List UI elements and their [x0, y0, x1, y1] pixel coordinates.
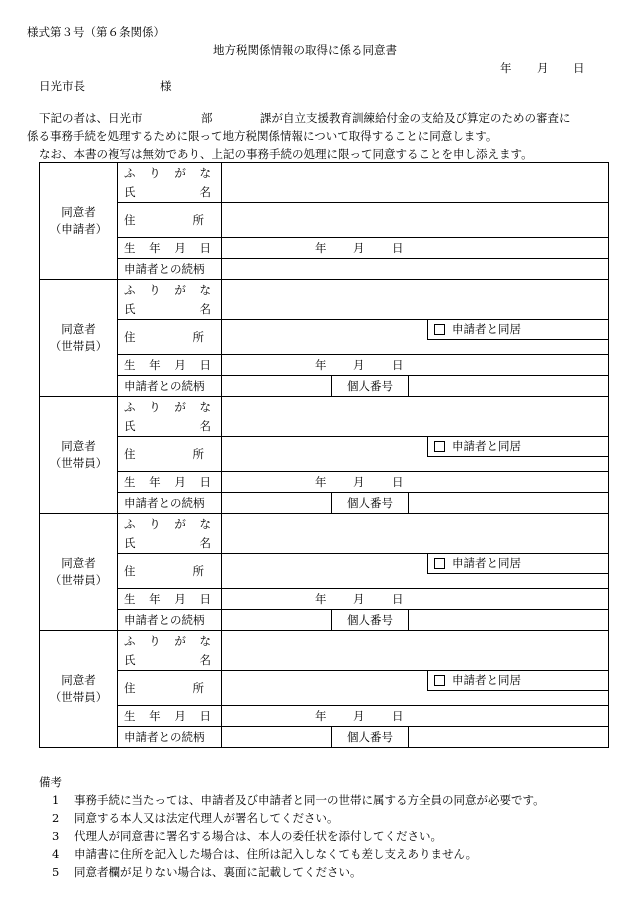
label-char: 氏 [124, 302, 136, 317]
label-char: が [174, 282, 186, 297]
table-row [40, 238, 609, 259]
form-number: 様式第３号（第６条関係） [27, 25, 165, 39]
label-char: ふ [124, 165, 136, 180]
birthdate-label [118, 589, 222, 610]
relation-field[interactable] [222, 727, 332, 748]
label-char: な [199, 399, 211, 414]
name-label [118, 534, 222, 554]
document-title: 地方税関係情報の取得に係る同意書 [213, 43, 397, 57]
birthdate-field[interactable]: 年 月 日 [222, 238, 609, 259]
individual-number-field[interactable] [409, 610, 609, 631]
label-char: 月 [174, 240, 186, 255]
consent-form-table [39, 162, 609, 748]
cohabit-checkbox[interactable] [434, 675, 445, 686]
label-char: 生 [124, 708, 136, 723]
name-field[interactable] [222, 163, 609, 203]
table-row [40, 259, 609, 280]
label-char: 生 [124, 591, 136, 606]
cohabit-checkbox[interactable] [434, 558, 445, 569]
label-char: 月 [174, 591, 186, 606]
label-char: 日 [199, 474, 211, 489]
name-label [118, 651, 222, 671]
birthdate-label [118, 706, 222, 727]
address-field[interactable] [222, 437, 609, 472]
relation-field[interactable] [222, 376, 332, 397]
relation-label: 申請者との続柄 [118, 376, 222, 397]
individual-number-label: 個人番号 [332, 376, 409, 397]
table-row [40, 727, 609, 748]
label-char: 氏 [124, 536, 136, 551]
birthdate-field[interactable]: 年 月 日 [222, 355, 609, 376]
label-char: 名 [199, 185, 211, 200]
label-char: な [199, 633, 211, 648]
remark-item: 2 同意する本人又は法定代理人が署名してください。 [52, 811, 339, 825]
individual-number-label: 個人番号 [332, 610, 409, 631]
label-char: が [174, 516, 186, 531]
furigana-label [118, 280, 222, 301]
cohabit-checkbox[interactable] [434, 324, 445, 335]
address-field[interactable] [222, 320, 609, 355]
relation-field[interactable] [222, 259, 609, 280]
furigana-label [118, 163, 222, 184]
cohabit-option[interactable]: 申請者と同居 [427, 554, 608, 574]
label-char: な [199, 516, 211, 531]
table-row [40, 514, 609, 535]
label-char: ふ [124, 516, 136, 531]
honorific: 様 [160, 79, 172, 93]
label-char: り [149, 516, 161, 531]
consent-text-line1b: 部 [201, 111, 213, 125]
birthdate-field[interactable]: 年 月 日 [222, 472, 609, 493]
remarks-heading: 備考 [39, 775, 62, 789]
consent-text-line2: 係る事務手続を処理するために限って地方税関係情報について取得することに同意します。 [27, 129, 498, 143]
table-row [40, 589, 609, 610]
consenter-group-label: 同意者 （世帯員） [40, 631, 118, 748]
cohabit-option[interactable]: 申請者と同居 [427, 671, 608, 691]
cohabit-option[interactable]: 申請者と同居 [427, 437, 608, 457]
label-char: 氏 [124, 185, 136, 200]
relation-label: 申請者との続柄 [118, 727, 222, 748]
label-char: が [174, 165, 186, 180]
label-char: 名 [199, 302, 211, 317]
label-char: 名 [199, 419, 211, 434]
label-char: 年 [149, 708, 161, 723]
table-row [40, 610, 609, 631]
label-char: が [174, 633, 186, 648]
label-char: 年 [149, 357, 161, 372]
birthdate-label [118, 238, 222, 259]
label-char: ふ [124, 399, 136, 414]
address-label: 住 所 [118, 554, 222, 589]
relation-field[interactable] [222, 610, 332, 631]
consent-text-line3: なお、本書の複写は無効であり、上記の事務手続の処理に限って同意することを申し添えます。 [39, 147, 533, 161]
address-field[interactable] [222, 203, 609, 238]
consenter-group-label: 同意者 （世帯員） [40, 280, 118, 397]
label-char: な [199, 282, 211, 297]
table-row [40, 203, 609, 238]
individual-number-label: 個人番号 [332, 493, 409, 514]
name-label [118, 300, 222, 320]
table-row [40, 163, 609, 184]
table-row [40, 554, 609, 589]
table-row [40, 320, 609, 355]
addressee: 日光市長 [39, 79, 85, 93]
address-label: 住 所 [118, 437, 222, 472]
relation-label: 申請者との続柄 [118, 610, 222, 631]
label-char: り [149, 282, 161, 297]
consent-text-line1a: 下記の者は、日光市 [39, 111, 143, 125]
name-label [118, 183, 222, 203]
relation-label: 申請者との続柄 [118, 259, 222, 280]
label-char: 月 [174, 357, 186, 372]
individual-number-field[interactable] [409, 493, 609, 514]
birthdate-label [118, 472, 222, 493]
date-month-label: 月 [537, 61, 549, 75]
table-row [40, 671, 609, 706]
label-char: 氏 [124, 419, 136, 434]
remark-item: 1 事務手続に当たっては、申請者及び申請者と同一の世帯に属する方全員の同意が必要です。 [52, 793, 545, 807]
date-year-label: 年 [500, 61, 512, 75]
table-row [40, 355, 609, 376]
furigana-label [118, 631, 222, 652]
relation-field[interactable] [222, 493, 332, 514]
address-label: 住 所 [118, 671, 222, 706]
birthdate-label [118, 355, 222, 376]
label-char: ふ [124, 282, 136, 297]
relation-label: 申請者との続柄 [118, 493, 222, 514]
furigana-label [118, 514, 222, 535]
cohabit-option[interactable]: 申請者と同居 [427, 320, 608, 340]
label-char: 月 [174, 708, 186, 723]
consent-text-line1c: 課が自立支援教育訓練給付金の支給及び算定のための審査に [260, 111, 571, 125]
label-char: 生 [124, 474, 136, 489]
label-char: り [149, 399, 161, 414]
name-field[interactable] [222, 514, 609, 554]
label-char: 名 [199, 653, 211, 668]
table-row [40, 437, 609, 472]
address-field[interactable] [222, 671, 609, 706]
furigana-label [118, 397, 222, 418]
remark-item: 4 申請書に住所を記入した場合は、住所は記入しなくても差し支えありません。 [52, 847, 478, 861]
birthdate-field[interactable]: 年 月 日 [222, 706, 609, 727]
individual-number-label: 個人番号 [332, 727, 409, 748]
remark-item: 5 同意者欄が足りない場合は、裏面に記載してください。 [52, 865, 362, 879]
cohabit-checkbox[interactable] [434, 441, 445, 452]
address-label: 住 所 [118, 320, 222, 355]
label-char: 日 [199, 240, 211, 255]
table-row [40, 397, 609, 418]
label-char: 氏 [124, 653, 136, 668]
label-char: り [149, 633, 161, 648]
label-char: 年 [149, 474, 161, 489]
remark-item: 3 代理人が同意書に署名する場合は、本人の委任状を添付してください。 [52, 829, 442, 843]
name-field[interactable] [222, 280, 609, 320]
name-label [118, 417, 222, 437]
table-row [40, 493, 609, 514]
birthdate-field[interactable]: 年 月 日 [222, 589, 609, 610]
label-char: 生 [124, 357, 136, 372]
table-row [40, 706, 609, 727]
label-char: 日 [199, 591, 211, 606]
label-char: 月 [174, 474, 186, 489]
label-char: 日 [199, 708, 211, 723]
label-char: 名 [199, 536, 211, 551]
name-field[interactable] [222, 631, 609, 671]
label-char: な [199, 165, 211, 180]
label-char: 年 [149, 240, 161, 255]
table-row [40, 472, 609, 493]
label-char: が [174, 399, 186, 414]
label-char: 生 [124, 240, 136, 255]
table-row [40, 280, 609, 301]
address-label: 住 所 [118, 203, 222, 238]
name-field[interactable] [222, 397, 609, 437]
consenter-group-label: 同意者 （世帯員） [40, 514, 118, 631]
address-field[interactable] [222, 554, 609, 589]
consenter-group-label: 同意者 （申請者） [40, 163, 118, 280]
individual-number-field[interactable] [409, 376, 609, 397]
date-day-label: 日 [573, 61, 585, 75]
label-char: 日 [199, 357, 211, 372]
consenter-group-label: 同意者 （世帯員） [40, 397, 118, 514]
label-char: ふ [124, 633, 136, 648]
individual-number-field[interactable] [409, 727, 609, 748]
label-char: 年 [149, 591, 161, 606]
table-row [40, 376, 609, 397]
table-row [40, 631, 609, 652]
label-char: り [149, 165, 161, 180]
